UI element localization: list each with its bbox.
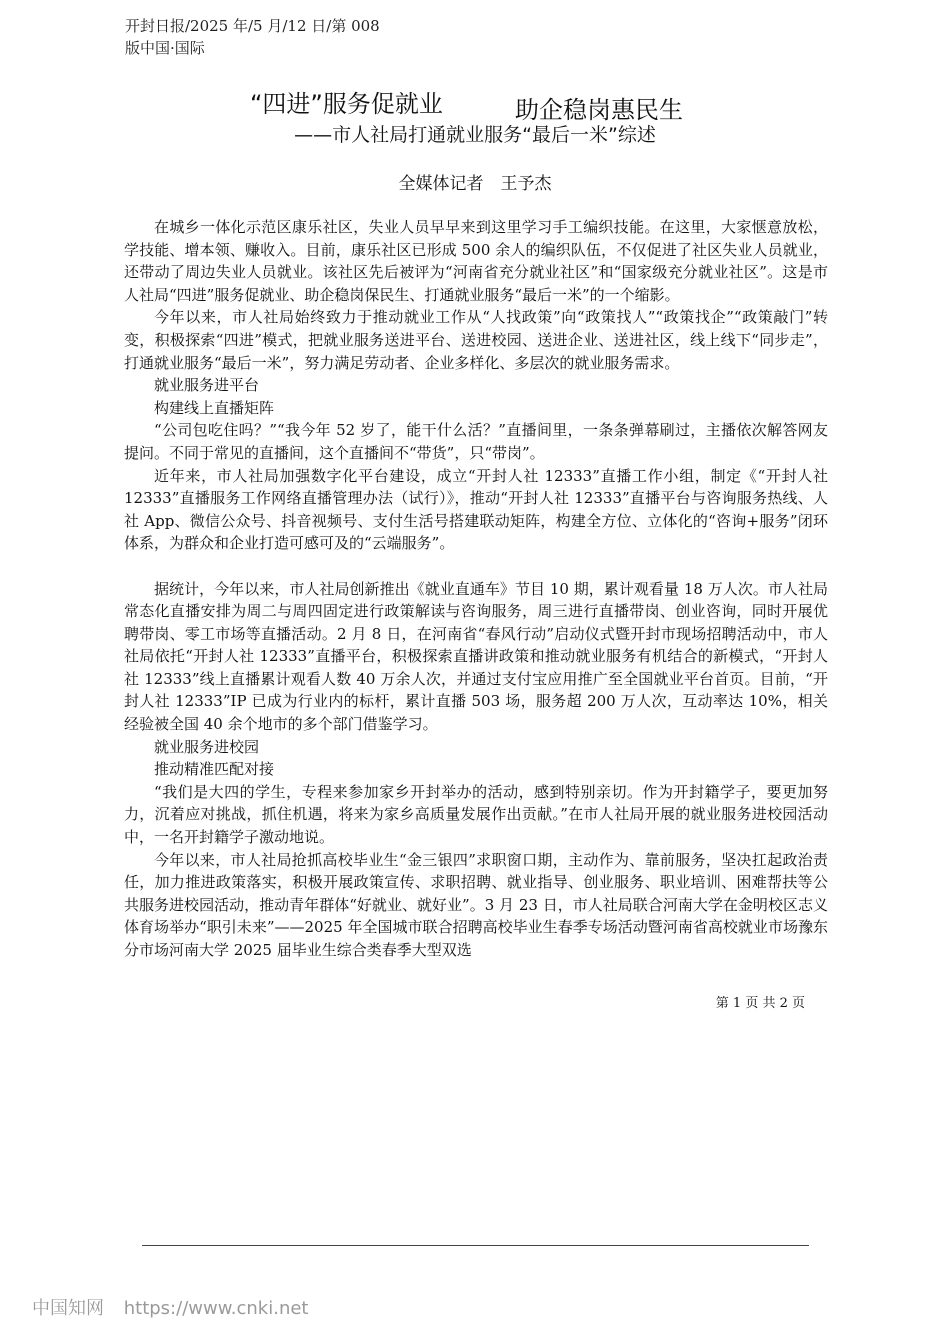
section-subheading: 推动精准匹配对接 (154, 760, 275, 779)
footer-brand: 中国知网 (32, 1298, 104, 1319)
footer-divider (142, 1245, 809, 1246)
source-line-1: 开封日报/2025 年/5 月/12 日/第 008 (125, 17, 380, 35)
footer-url[interactable]: https://www.cnki.net (123, 1298, 309, 1319)
paragraph: 在城乡一体化示范区康乐社区，失业人员早早来到这里学习手工编织技能。在这里，大家惬意放松，学技能、增本领、赚收入。目前，康乐社区已形成 500 余人的编织队伍，不仅促进了社区失业人员就业，还带动了周边失业人员就业。该社区先后被评为“河南省充分就业社区”和“国家级充分就业社区”。这是市人社局“四进”服务促就业、助企稳岗保民生、打通就业服务“最后一米”的一个缩影。 (124, 218, 828, 304)
byline: 全媒体记者 王予杰 (398, 174, 552, 194)
paragraph: 近年来，市人社局加强数字化平台建设，成立“开封人社 12333”直播工作小组，制定《“开封人社 12333”直播服务工作网络直播管理办法（试行）》，推动“开封人社 12333”直播平台与咨询服务热线、人社 App、微信公众号、抖音视频号、支付生活号搭建联动矩阵，构建全方位、立体化的“咨询+服务”闭环体系，为群众和企业打造可感可及的“云端服务”。 (124, 466, 828, 553)
article-subtitle: ——市人社局打通就业服务“最后一米”综述 (294, 124, 656, 146)
paragraph: 据统计，今年以来，市人社局创新推出《就业直通车》节目 10 期，累计观看量 18 万人次。市人社局常态化直播安排为周二与周四固定进行政策解读与咨询服务，周三进行直播带岗、创业咨询，同时开展优聘带岗、零工市场等直播活动。2 月 8 日，在河南省“春风行动”启动仪式暨开封市现场招聘活动中，市人社局依托“开封人社 12333”直播平台，积极探索直播讲政策和推动就业服务有机结合的新模式，“开封人社 12333”线上直播累计观看人数 40 万余人次，并通过支付宝应用推广至全国就业平台首页。目前，“开封人社 12333”IP 已成为行业内的标杆，累计直播 503 场，服务超 200 万人次，互动率达 10%，相关经验被全国 40 余个地市的多个部门借鉴学习。 (124, 579, 828, 734)
section-heading: 就业服务进平台 (154, 376, 260, 395)
footer (32, 1294, 308, 1320)
source-line-2: 版中国·国际 (125, 39, 205, 57)
section-subheading: 构建线上直播矩阵 (154, 398, 275, 417)
paragraph: 今年以来，市人社局抢抓高校毕业生“金三银四”求职窗口期，主动作为、靠前服务，坚决扛起政治责任，加力推进政策落实，积极开展政策宣传、求职招聘、就业指导、创业服务、职业培训、困难帮扶等公共服务进校园活动，推动青年群体“好就业、就好业”。3 月 23 日，市人社局联合河南大学在金明校区志义体育场举办“职引未来”——2025 年全国城市联合招聘高校毕业生春季专场活动暨河南省高校就业市场豫东分市场河南大学 2025 届毕业生综合类春季大型双选 (124, 850, 828, 959)
title-part-1: “四进”服务促就业 (250, 90, 443, 118)
title-part-2: 助企稳岗惠民生 (515, 96, 683, 124)
article-body (124, 216, 828, 962)
page-number: 第 1 页 共 2 页 (715, 996, 805, 1011)
paragraph: “我们是大四的学生，专程来参加家乡开封举办的活动，感到特别亲切。作为开封籍学子，要更加努力，沉着应对挑战，抓住机遇，将来为家乡高质量发展作出贡献。”在市人社局开展的就业服务进校园活动中，一名开封籍学子激动地说。 (124, 782, 828, 847)
paragraph: 今年以来，市人社局始终致力于推动就业工作从“人找政策”向“政策找人”“政策找企”“政策敲门”转变，积极探索“四进”模式，把就业服务送进平台、送进校园、送进企业、送进社区，线上线下“同步走”，打通就业服务“最后一米”，努力满足劳动者、企业多样化、多层次的就业服务需求。 (124, 308, 828, 372)
article-title (0, 84, 950, 122)
section-heading: 就业服务进校园 (154, 737, 260, 756)
paragraph: “公司包吃住吗？”“我今年 52 岁了，能干什么活？”直播间里，一条条弹幕刷过，主播依次解答网友提问。不同于常见的直播间，这个直播间不“带货”，只“带岗”。 (124, 421, 828, 462)
